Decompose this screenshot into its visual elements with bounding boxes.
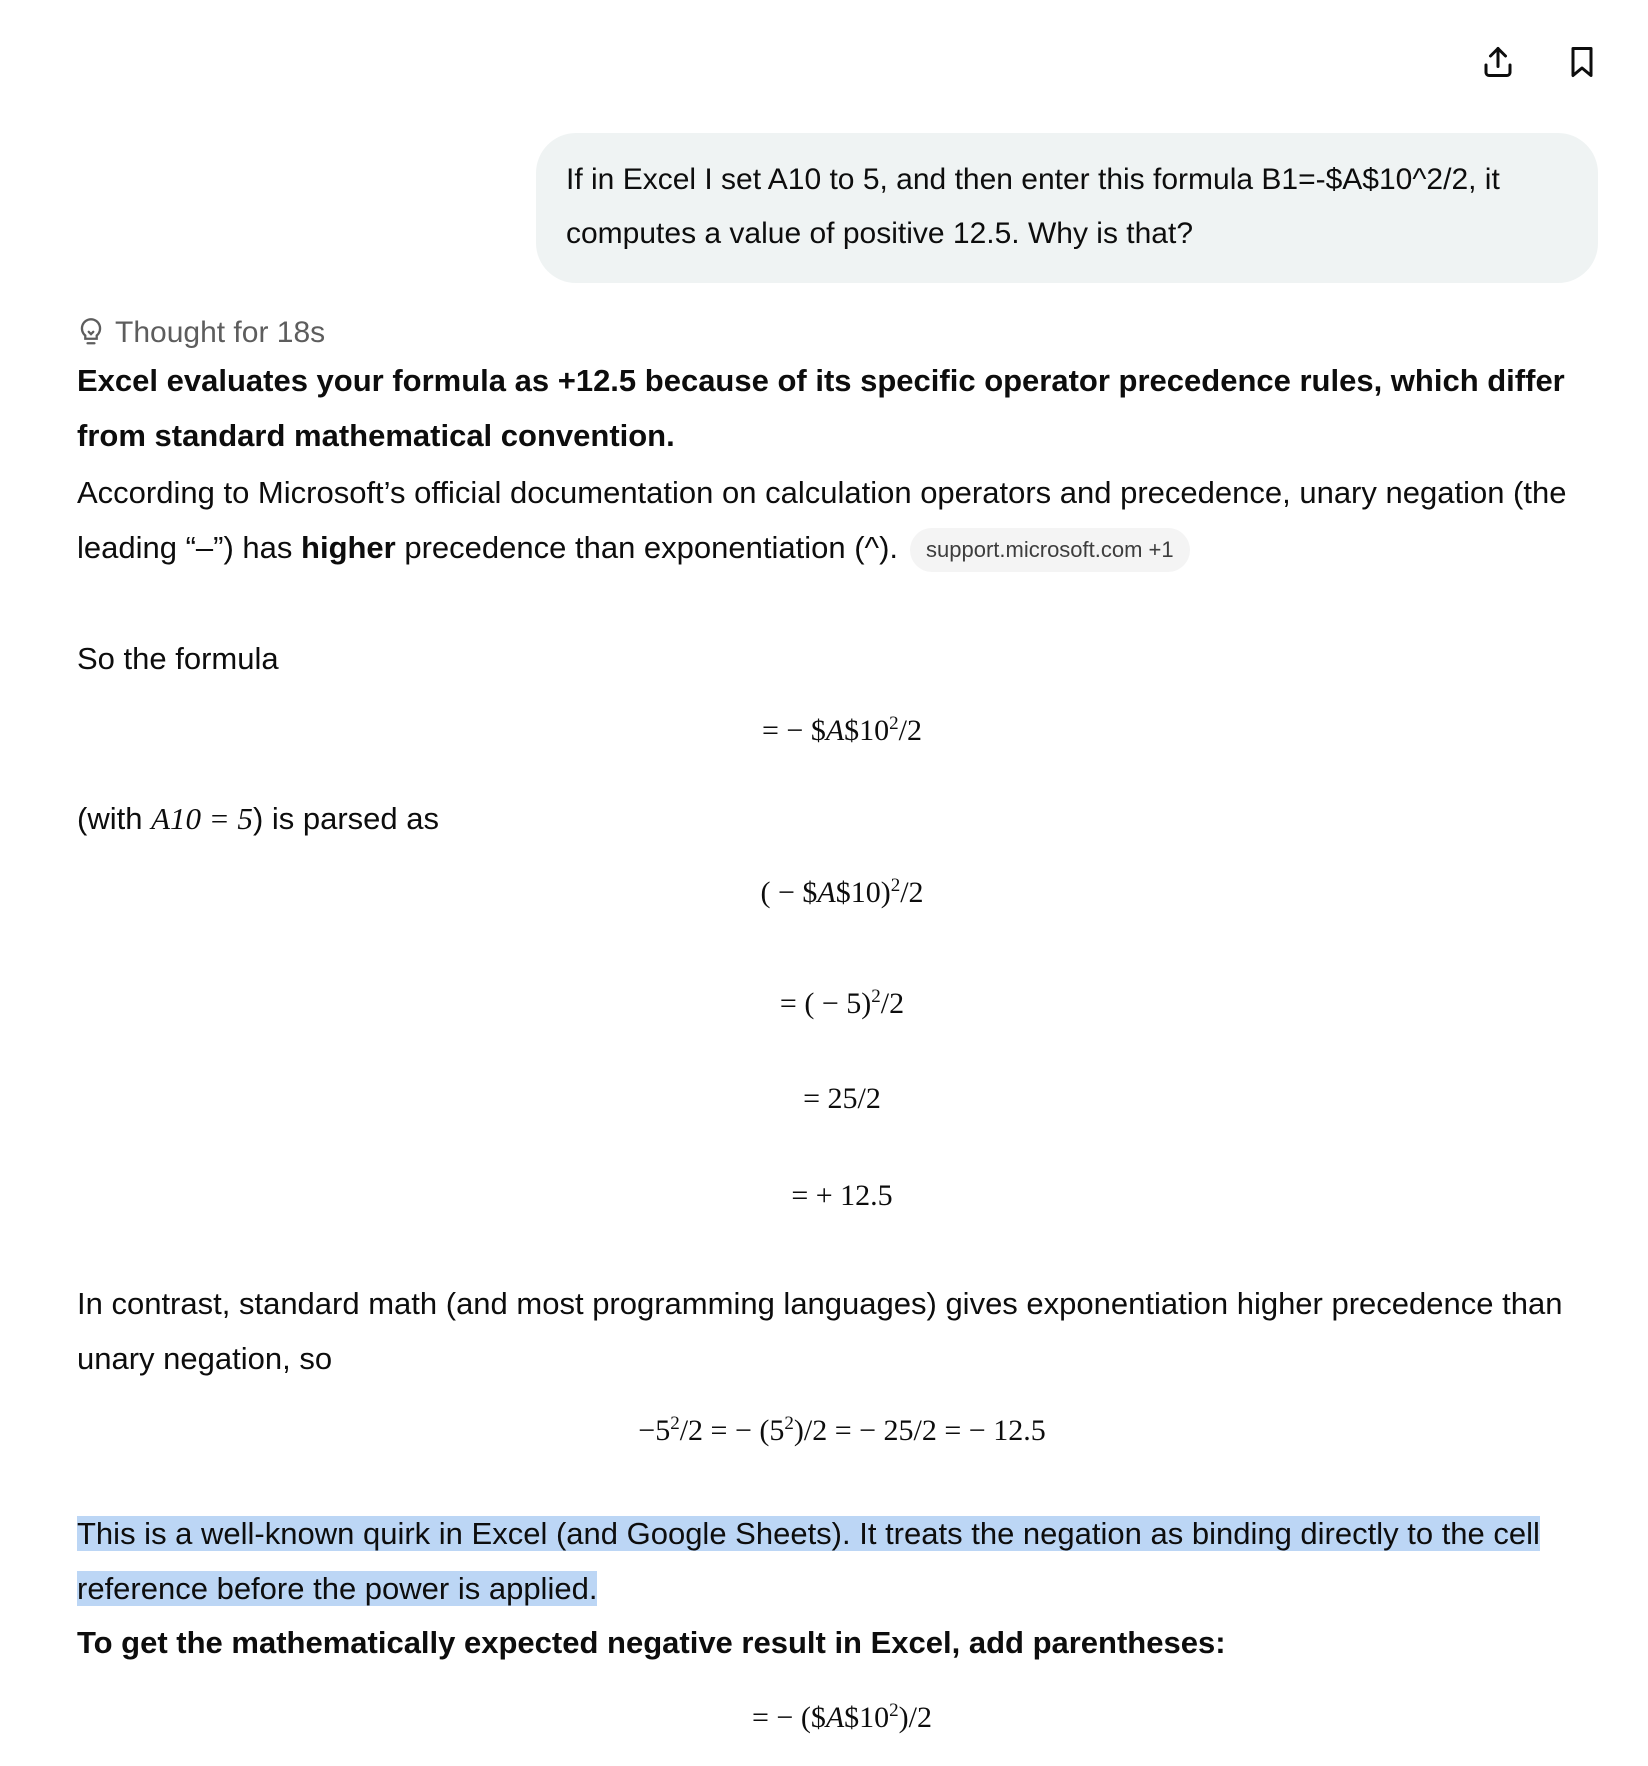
bookmark-button[interactable]: [1560, 40, 1604, 84]
eq2-part-c: /2: [900, 876, 924, 909]
lightbulb-icon: [77, 317, 105, 349]
precedence-text-a: According to Microsoft’s official documentation on calculation operators and precedence, unary negation (the leading “–”) has: [77, 475, 1567, 565]
eq7-var: A: [825, 1701, 845, 1734]
eq3-part-a: = ( − 5): [779, 987, 872, 1020]
equation-step-substitute: [77, 977, 1607, 1024]
user-message-text: If in Excel I set A10 to 5, and then enter this formula B1=-$A$10^2/2, it computes a value of positive 12.5. Why is that?: [566, 163, 1500, 250]
eq1-exp: 2: [889, 713, 899, 734]
answer-paragraph-formula: So the formula: [77, 641, 279, 676]
eq1-part-c: /2: [898, 714, 922, 747]
eq2-part-b: $10): [835, 876, 891, 909]
eq1-part-a: = − $: [761, 714, 826, 747]
eq7-part-a: = − ($: [752, 1701, 826, 1734]
answer-paragraph-parsed: [77, 791, 1607, 846]
eq6-part-a: −5: [638, 1414, 671, 1447]
eq3-part-b: /2: [880, 987, 905, 1020]
eq6-part-c: )/2 = − 25/2 = − 12.5: [793, 1414, 1046, 1447]
precedence-bold: higher: [301, 530, 396, 565]
eq6-exp-2: 2: [784, 1413, 794, 1434]
equation-step-result: = + 12.5: [791, 1179, 893, 1212]
bookmark-icon: [1564, 44, 1600, 80]
equation-fix: [77, 1691, 1607, 1738]
answer-paragraph-contrast: In contrast, standard math (and most programming languages) gives exponentiation higher precedence than unary negation, so: [77, 1286, 1563, 1376]
answer-intro: Excel evaluates your formula as +12.5 because of its specific operator precedence rules, which differ from standard mathematical convention.: [77, 363, 1565, 453]
answer-paragraph-quirk: [77, 1506, 1607, 1616]
eq2-var: A: [817, 876, 836, 909]
share-button[interactable]: [1476, 40, 1520, 84]
eq3-exp: 2: [871, 986, 881, 1007]
eq1-var: A: [825, 714, 845, 747]
eq2-exp: 2: [890, 875, 901, 896]
equation-parsed: [77, 866, 1607, 913]
eq7-part-c: )/2: [898, 1701, 932, 1734]
equation-standard-math: [77, 1404, 1607, 1451]
eq6-exp-1: 2: [670, 1413, 680, 1434]
parsed-math: A10 = 5: [151, 801, 253, 836]
equation-step-divide: = 25/2: [803, 1082, 881, 1115]
eq6-part-b: /2 = − (5: [679, 1414, 785, 1447]
thought-label: Thought for 18s: [115, 316, 326, 349]
answer-paragraph-fix: To get the mathematically expected negative result in Excel, add parentheses:: [77, 1625, 1226, 1660]
parsed-text-b: ) is parsed as: [252, 801, 440, 836]
user-message-bubble: [536, 133, 1598, 283]
precedence-text-b: precedence than exponentiation (^).: [395, 530, 899, 565]
equation-formula: [77, 704, 1607, 751]
citation-chip[interactable]: support.microsoft.com +1: [910, 528, 1190, 572]
top-toolbar: [1476, 40, 1604, 84]
eq7-exp: 2: [889, 1700, 899, 1721]
eq1-part-b: $10: [844, 714, 890, 747]
share-upload-icon: [1480, 44, 1516, 80]
eq7-part-b: $10: [844, 1701, 890, 1734]
thought-toggle[interactable]: [77, 316, 325, 350]
highlighted-selection[interactable]: This is a well-known quirk in Excel (and Google Sheets). It treats the negation as binding directly to the cell reference before the power is applied.: [77, 1516, 1540, 1606]
eq2-part-a: ( − $: [760, 876, 818, 909]
parsed-text-a: (with: [77, 801, 152, 836]
answer-paragraph-precedence: [77, 465, 1607, 575]
